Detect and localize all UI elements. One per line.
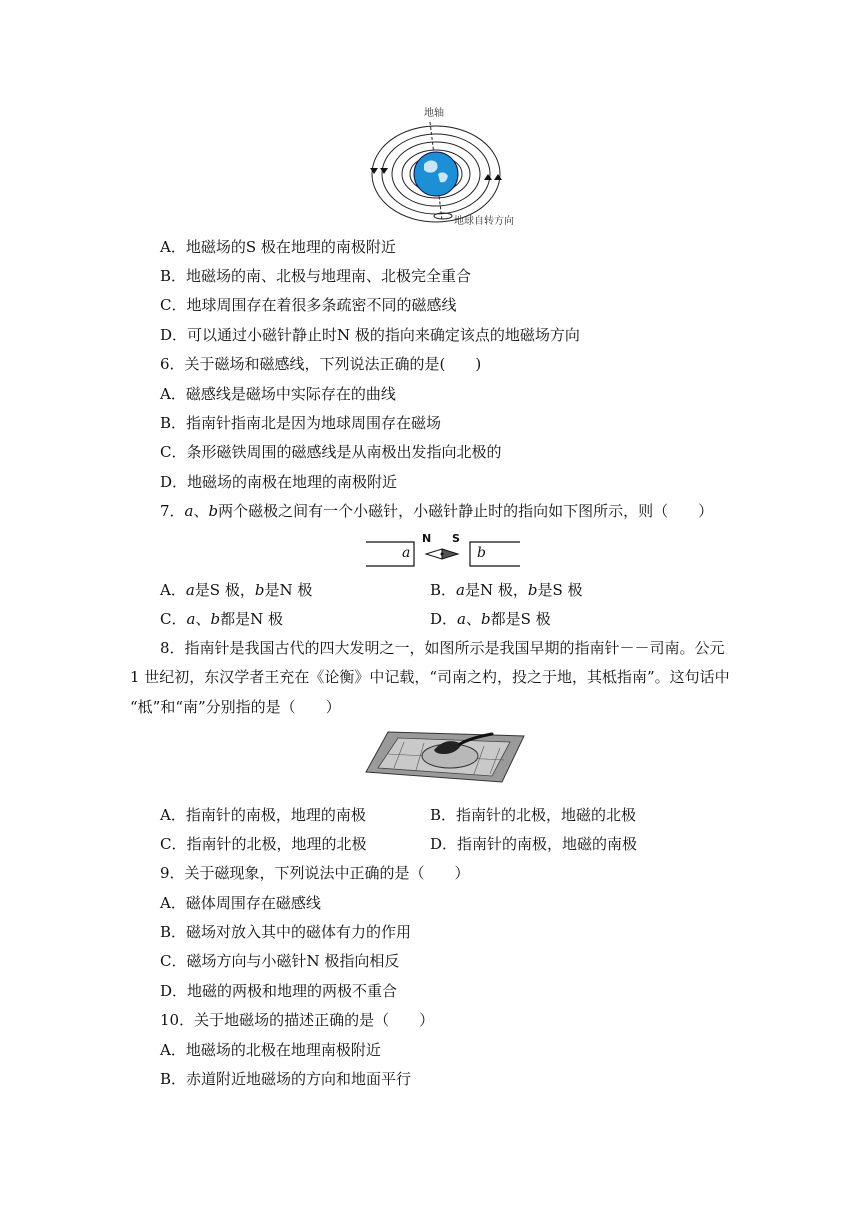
q5-option-c: C．地球周围存在着很多条疏密不同的磁感线: [160, 296, 457, 314]
q9-option-c: C．磁场方向与小磁针N 极指向相反: [160, 952, 400, 970]
q7-option-c: C．a、b都是N 极: [160, 610, 283, 628]
q9-stem: 9．关于磁现象，下列说法中正确的是（ ）: [160, 864, 470, 882]
q7-option-d: D．a、b都是S 极: [430, 610, 551, 628]
needle-n-label: N: [422, 532, 432, 545]
q5-option-d: D．可以通过小磁针静止时N 极的指向来确定该点的地磁场方向: [160, 326, 580, 344]
earth-field-diagram: [368, 102, 504, 230]
q7-sep: 、: [193, 502, 209, 520]
q10-option-b: B．赤道附近地磁场的方向和地面平行: [160, 1070, 412, 1088]
q8-stem-line2: 1 世纪初，东汉学者王充在《论衡》中记载，“司南之杓，投之于地，其柢指南”。这句话中: [130, 668, 730, 686]
q7-var-a: a: [184, 502, 194, 520]
q9-option-a: A．磁体周围存在磁感线: [160, 894, 321, 912]
earth-rotation-label: 地球自转方向: [454, 216, 514, 227]
q5-option-b: B．地磁场的南、北极与地理南、北极完全重合: [160, 267, 472, 285]
needle-s-label: S: [452, 532, 460, 545]
q6-option-a: A．磁感线是磁场中实际存在的曲线: [160, 385, 396, 403]
q6-stem: 6．关于磁场和磁感线，下列说法正确的是( ): [160, 355, 482, 373]
q9-option-d: D．地磁的两极和地理的两极不重合: [160, 982, 398, 1000]
q8-stem-line1: 8．指南针是我国古代的四大发明之一，如图所示是我国早期的指南针－－司南。公元: [160, 639, 725, 657]
q8-option-a: A．指南针的南极，地理的南极: [160, 806, 366, 824]
q6-option-c: C．条形磁铁周围的磁感线是从南极出发指向北极的: [160, 443, 502, 461]
sinan-compass-image: [364, 726, 528, 784]
q10-stem: 10．关于地磁场的描述正确的是（ ）: [160, 1011, 435, 1029]
magnet-poles-diagram: [366, 536, 520, 570]
q5-option-a: A．地磁场的S 极在地理的南极附近: [160, 238, 396, 256]
q8-option-d: D．指南针的南极，地磁的南极: [430, 835, 638, 853]
q8-stem-line3: “柢”和“南”分别指的是（ ）: [130, 698, 341, 716]
q8-option-b: B．指南针的北极，地磁的北极: [430, 806, 637, 824]
magnet-b-label: b: [477, 545, 486, 561]
q8-option-c: C．指南针的北极，地理的北极: [160, 835, 367, 853]
magnet-a-label: a: [402, 545, 411, 561]
magnet-poles-figure: [366, 532, 520, 570]
q7-number: 7．: [160, 502, 185, 520]
q6-option-d: D．地磁场的南极在地理的南极附近: [160, 473, 398, 491]
q10-option-a: A．地磁场的北极在地理南极附近: [160, 1041, 381, 1059]
q7-option-b: B．a是N 极，b是S 极: [430, 581, 583, 599]
q6-option-b: B．指南针指南北是因为地球周围存在磁场: [160, 414, 442, 432]
earth-axis-label: 地轴: [424, 108, 444, 119]
q7-stem-rest: 两个磁极之间有一个小磁针，小磁针静止时的指向如下图所示，则（ ）: [218, 502, 714, 520]
q9-option-b: B．磁场对放入其中的磁体有力的作用: [160, 923, 412, 941]
q7-var-b: b: [208, 502, 219, 520]
sinan-compass-figure: [364, 726, 528, 784]
earth-magnetic-field-figure: [368, 102, 514, 230]
q7-stem: [160, 501, 713, 521]
q7-option-a: A．a是S 极，b是N 极: [160, 581, 313, 599]
